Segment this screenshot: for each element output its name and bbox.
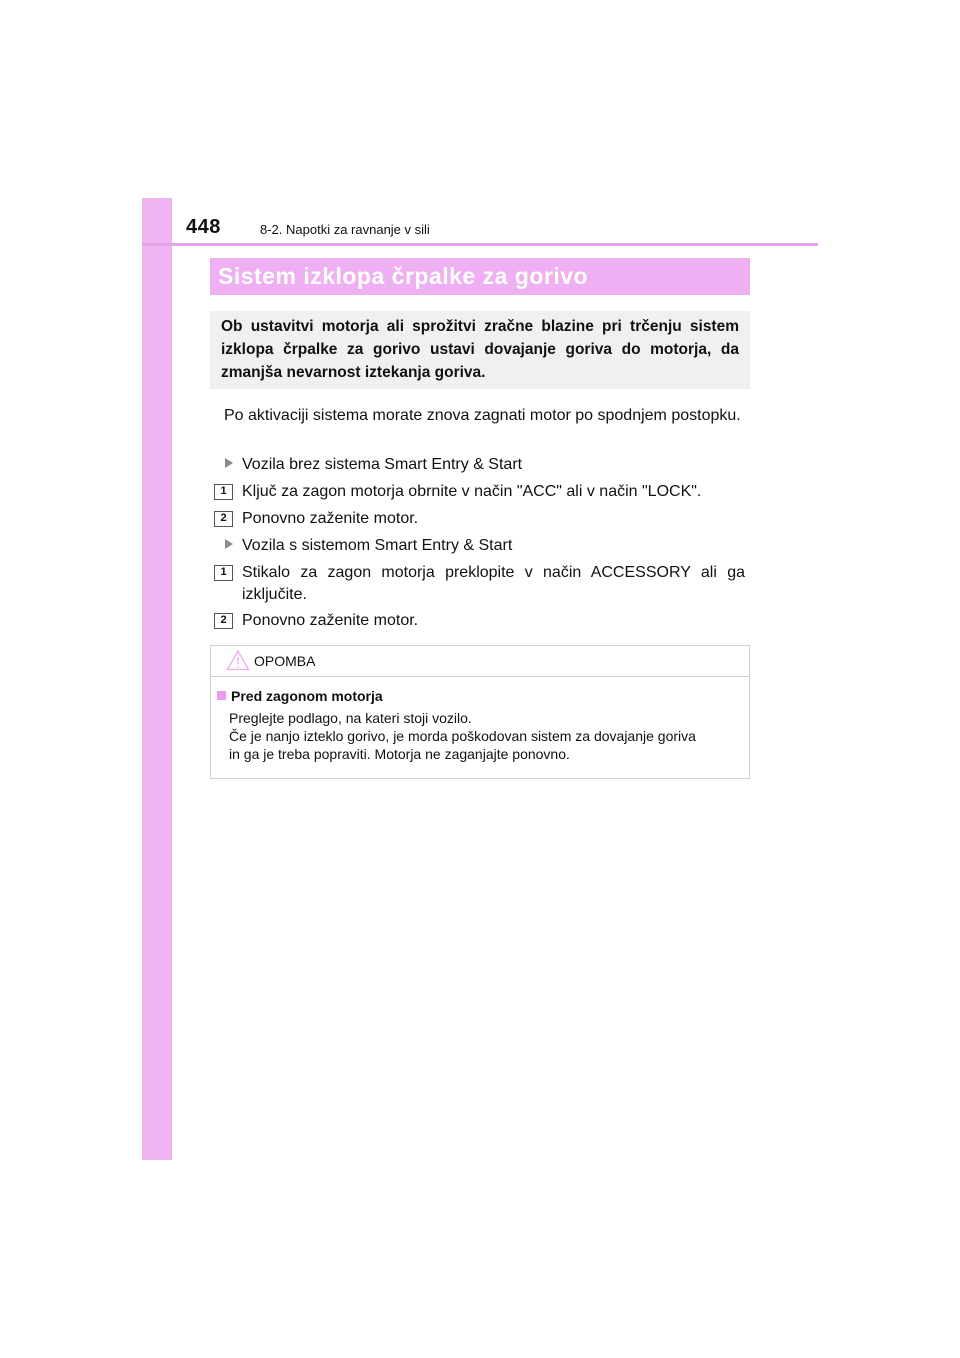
procedure-step bbox=[214, 610, 745, 632]
step-text: Ponovno zaženite motor. bbox=[242, 612, 419, 629]
step-text: Stikalo za zagon motorja preklopite v način ACCESSORY ali ga izključite. bbox=[242, 564, 745, 603]
procedure-step bbox=[214, 481, 745, 503]
notice-body bbox=[229, 709, 744, 763]
notice-item-title bbox=[217, 688, 383, 704]
triangle-bullet-icon bbox=[225, 539, 233, 549]
procedure-heading bbox=[225, 454, 522, 476]
notice-line: in ga je treba popraviti. Motorja ne zaganjajte ponovno. bbox=[229, 746, 570, 762]
notice-label: OPOMBA bbox=[254, 653, 316, 669]
side-tab-strip bbox=[142, 198, 172, 1160]
notice-item-title-text: Pred zagonom motorja bbox=[231, 688, 383, 704]
procedure-heading-text: Vozila s sistemom Smart Entry & Start bbox=[242, 537, 513, 554]
procedure-heading bbox=[225, 535, 512, 557]
header-rule bbox=[142, 243, 818, 246]
procedure-step bbox=[214, 508, 745, 530]
square-bullet-icon bbox=[217, 691, 226, 700]
intro-text: Ob ustavitvi motorja ali sprožitvi zračne blazine pri trčenju sistem izklopa črpalke za gorivo ustavi dovajanje goriva do motorja, da zmanjša nevarnost iztekanja goriva. bbox=[221, 318, 739, 381]
section-breadcrumb: 8-2. Napotki za ravnanje v sili bbox=[260, 222, 430, 237]
step-text: Ponovno zaženite motor. bbox=[242, 510, 419, 527]
procedure-heading-text: Vozila brez sistema Smart Entry & Start bbox=[242, 456, 523, 473]
notice-line: Če je nanjo izteklo gorivo, je morda poškodovan sistem za dovajanje goriva bbox=[229, 728, 696, 744]
section-title: Sistem izklopa črpalke za gorivo bbox=[218, 263, 589, 289]
warning-triangle-icon bbox=[226, 649, 250, 671]
notice-line: Preglejte podlago, na kateri stoji vozilo. bbox=[229, 710, 472, 726]
page-number: 448 bbox=[186, 216, 221, 238]
procedure-step bbox=[214, 562, 745, 605]
step-number-badge: 1 bbox=[214, 484, 233, 500]
notice-header bbox=[211, 646, 749, 677]
intro-box bbox=[210, 311, 750, 389]
step-text: Ključ za zagon motorja obrnite v način "ACC" ali v način "LOCK". bbox=[242, 483, 702, 500]
step-number-badge: 2 bbox=[214, 613, 233, 629]
triangle-bullet-icon bbox=[225, 458, 233, 468]
instruction-paragraph: Po aktivaciji sistema morate znova zagnati motor po spodnjem postopku. bbox=[224, 407, 741, 424]
notice-box bbox=[210, 645, 750, 779]
step-number-badge: 1 bbox=[214, 565, 233, 581]
step-number-badge: 2 bbox=[214, 511, 233, 527]
section-title-bar bbox=[210, 258, 750, 295]
